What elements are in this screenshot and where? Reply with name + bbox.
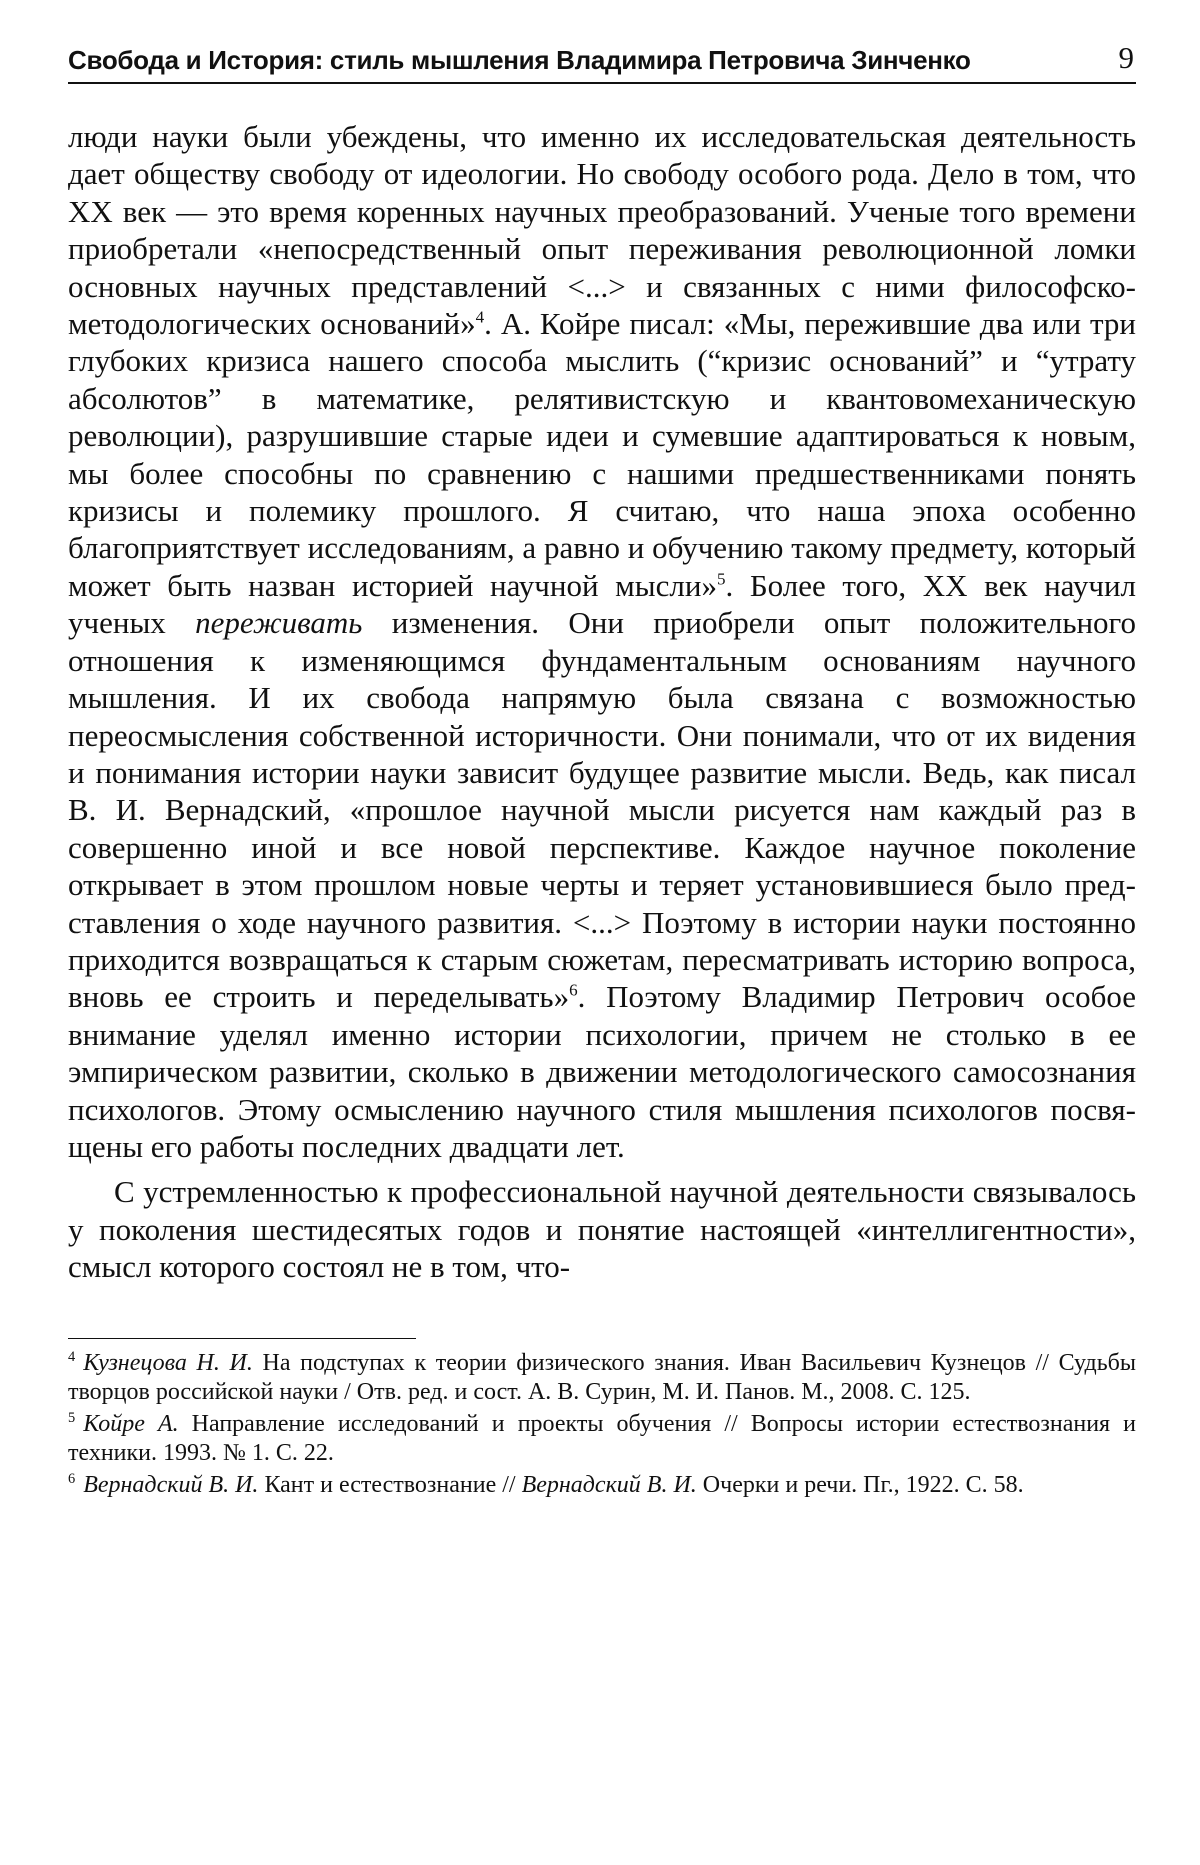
running-title: Свобода и История: стиль мышления Владимира Петровича Зинченко bbox=[68, 45, 971, 75]
footnote-ref[interactable]: 5 bbox=[716, 569, 726, 589]
footnote-author: Вернадский В. И. bbox=[83, 1471, 259, 1498]
footnote bbox=[68, 1349, 1136, 1407]
running-head bbox=[68, 40, 1136, 84]
paragraph-1 bbox=[68, 118, 1136, 1165]
main-text bbox=[68, 118, 1136, 1286]
page-number: 9 bbox=[1118, 40, 1134, 75]
text-segment: . Более того, XX век научил ученых bbox=[68, 567, 1137, 641]
book-page bbox=[68, 40, 1136, 1503]
footnote-text: Очерки и речи. Пг., 1922. С. 58. bbox=[696, 1471, 1024, 1498]
text-segment: . А. Койре писал: «Мы, пережившие два или три глубоких кризиса нашего способа мыслить (“кризис оснований” и “утрату абсолютов” в математике, релятивистскую и квантовомеханическую революции), разрушившие старые идеи и сумевшие адаптироваться к новым, мы более способны по сравнению с нашими предшественниками понять кризисы и полемику прошлого. Я считаю, что наша эпоха особенно благоприятствует исследованиям, а равно и обучению такому предмету, который может быть назван историей научной мысли» bbox=[68, 306, 1137, 603]
footnote-number: 6 bbox=[68, 1470, 76, 1487]
footnote-text: Кант и естествознание // bbox=[258, 1471, 522, 1498]
footnote-number: 5 bbox=[68, 1409, 76, 1426]
footnote-number: 4 bbox=[68, 1348, 76, 1365]
footnote-ref[interactable]: 4 bbox=[475, 307, 485, 327]
footnote-text: Направление исследований и проекты обучения // Вопросы истории естествознания и техники. 1993. № 1. С. 22. bbox=[68, 1410, 1136, 1466]
footnote bbox=[68, 1410, 1136, 1468]
paragraph-2: С устремленностью к профессиональной научной деятельности связывалось у поколения шестидесятых годов и понятие настоящей «интеллигентности», смысл которого состоял не в том, что- bbox=[68, 1174, 1136, 1285]
emphasized-word: переживать bbox=[195, 605, 363, 641]
text-segment: изменения. Они приобрели опыт положительного отношения к изменяющимся фундаментальным основаниям научного мышления. И их свобода напрямую была связана с возможностью переосмысления собственной историчности. Они понимали, что от их видения и понимания истории науки зависит будущее развитие мысли. Ведь, как писал В. И. Вернадский, «прошлое научной мысли рисуется нам каждый раз в совершенно иной и все новой перспективе. Каждое научное поколение открывает в этом прошлом новые черты и теряет установившиеся было представления о ходе научного развития. <...> Поэтому в истории науки постоянно приходится возвращаться к старым сюжетам, пересматривать историю вопроса, вновь ее строить и переделывать» bbox=[68, 605, 1136, 1015]
footnote-author: Вернадский В. И. bbox=[521, 1471, 697, 1498]
footnote-author: Кузнецова Н. И. bbox=[83, 1349, 253, 1376]
footnote-text: На подступах к теории физического знания. Иван Васильевич Кузнецов // Судьбы творцов российской науки / Отв. ред. и сост. А. В. Сурин, М. И. Панов. М., 2008. С. 125. bbox=[68, 1349, 1137, 1405]
footnote-divider bbox=[68, 1338, 416, 1339]
text-segment: люди науки были убеждены, что именно их исследовательская деятельность дает обществу свободу от идеологии. Но свободу особого рода. Дело в том, что XX век — это время коренных научных преобразований. Ученые того времени приобретали «непосредственный опыт переживания революционной ломки основных научных представлений <...> и связанных с ними философско-методологических оснований» bbox=[68, 119, 1136, 342]
footnotes bbox=[68, 1349, 1136, 1500]
footnote-author: Койре А. bbox=[83, 1410, 179, 1437]
text-segment: . Поэтому Владимир Петрович особое внимание уделял именно истории психологии, причем не столько в ее эмпирическом развитии, сколько в движении методологического самосознания психологов. Этому осмыслению научного стиля мышления психологов посвящены его работы последних двадцати лет. bbox=[68, 979, 1136, 1164]
footnote-ref[interactable]: 6 bbox=[569, 981, 578, 1001]
footnote bbox=[68, 1471, 1136, 1500]
